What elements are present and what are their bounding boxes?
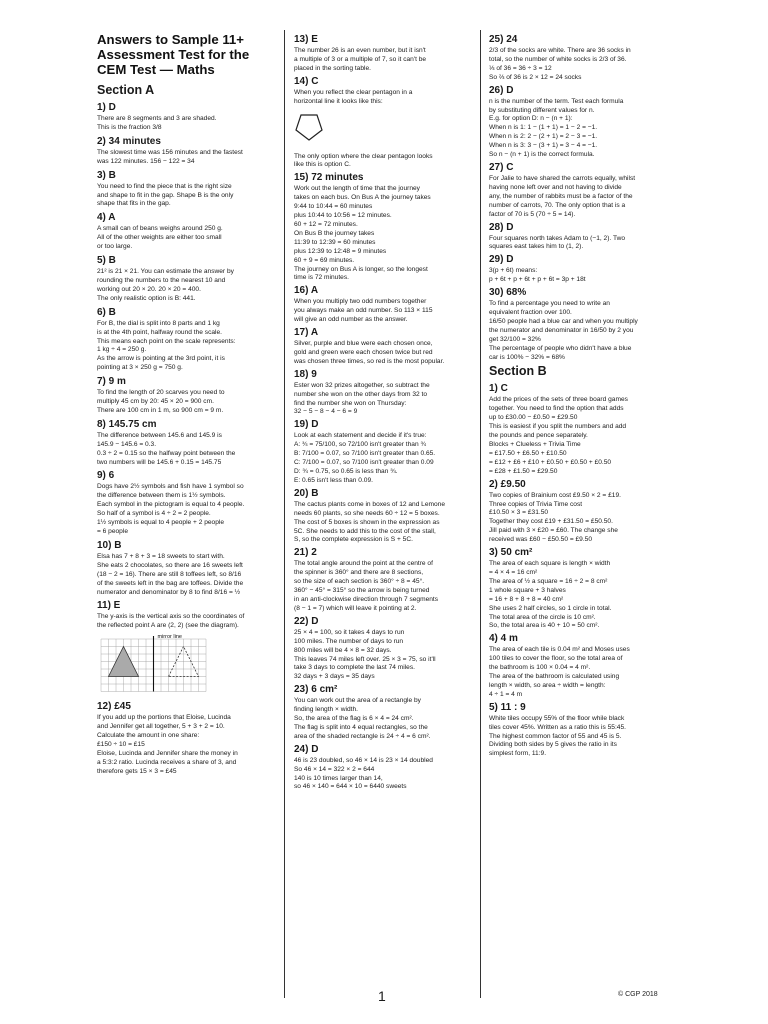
explanation-line: 60 + 12 = 72 minutes. <box>294 220 358 228</box>
explanation-line: To find a percentage you need to write an <box>489 300 610 308</box>
explanation-line: received was £60 − £50.50 = £9.50 <box>489 536 593 544</box>
explanation-line: The area of the bathroom is calculated using <box>489 673 620 681</box>
explanation-line: 100 miles. The number of days to run <box>294 637 404 645</box>
explanation-line: number of carrots, 70. The only option that is a <box>489 201 626 209</box>
explanation-line: the bathroom is 100 × 0.04 = 4 m². <box>489 664 591 672</box>
explanation-line: The y-axis is the vertical axis so the coordinates of <box>97 613 245 621</box>
explanation-line: £150 ÷ 10 = £15 <box>97 740 145 748</box>
explanation-line: So 46 × 14 = 322 × 2 = 644 <box>294 765 375 773</box>
explanation-text <box>97 225 276 252</box>
question-answer-heading: 14) C <box>294 75 319 87</box>
explanation-line: take 3 days to complete the last 74 miles. <box>294 664 415 672</box>
explanation-line: is at the 4th point, halfway round the scale. <box>97 328 222 336</box>
explanation-line: 2/3 of the socks are white. There are 36 socks in <box>489 47 631 54</box>
explanation-line: To find the length of 20 scarves you need to <box>97 389 225 397</box>
explanation-line: 140 is 10 times larger than 14, <box>294 774 383 782</box>
explanation-text <box>489 715 669 760</box>
question-answer-heading: 30) 68% <box>489 287 527 299</box>
section-heading: Section A <box>97 83 155 97</box>
explanation-line: 9:44 to 10:44 = 60 minutes <box>294 203 373 211</box>
explanation-text <box>489 560 669 631</box>
question-answer-heading: 2) 34 minutes <box>97 135 161 147</box>
explanation-text <box>294 298 472 325</box>
explanation-text <box>97 432 276 468</box>
question-answer-heading: 10) B <box>97 539 122 551</box>
explanation-line: 25 × 4 = 100, so it takes 4 days to run <box>294 628 405 636</box>
explanation-line: The flag is split into 4 equal rectangles, so the <box>294 723 428 731</box>
explanation-line: in an anti-clockwise direction through 7 segments <box>294 595 439 603</box>
explanation-line: The area of ½ a square = 16 ÷ 2 = 8 cm² <box>489 577 608 585</box>
explanation-line: This is the fraction 3/8 <box>97 123 162 131</box>
question-answer-heading: 28) D <box>489 221 514 233</box>
explanation-line: or too large. <box>97 243 133 251</box>
explanation-text <box>97 183 276 210</box>
explanation-line: Dogs have 2½ symbols and fish have 1 symbol so <box>97 483 244 491</box>
explanation-line: and Jennifer get all together, 5 + 3 + 2 = 10. <box>97 723 225 731</box>
explanation-line: So, the total area is 40 + 10 = 50 cm². <box>489 622 600 630</box>
pentagon-shape <box>296 115 322 140</box>
explanation-line: Four squares north takes Adam to (−1, 2). Two <box>489 234 626 242</box>
explanation-line: 100 tiles to cover the floor, so the total area of <box>489 655 623 663</box>
explanation-line: so 46 × 140 = 644 × 10 = 6440 sweets <box>294 783 407 791</box>
explanation-line: numerator and denominator by 8 to find 8/16 = ½ <box>97 588 241 596</box>
explanation-line: plus 12:39 to 12:48 = 9 minutes <box>294 247 387 255</box>
explanation-line: You can work out the area of a rectangle by <box>294 697 421 705</box>
explanation-text <box>294 629 472 682</box>
explanation-line: For B, the dial is split into 8 parts and 1 kg <box>97 319 220 327</box>
explanation-line: 145.9 − 145.6 = 0.3. <box>97 440 157 448</box>
explanation-line: So half of a symbol is 4 ÷ 2 = 2 people. <box>97 510 211 518</box>
explanation-line: C: 7/100 = 0.07, so 7/100 isn't greater than 0.09 <box>294 459 434 467</box>
explanation-line: finding length × width. <box>294 706 358 714</box>
question-answer-heading: 13) E <box>294 34 318 45</box>
explanation-line: The cactus plants come in boxes of 12 and Lemone <box>294 500 446 508</box>
explanation-line: The slowest time was 156 minutes and the fastest <box>97 148 243 156</box>
explanation-text <box>489 492 669 545</box>
question-answer-heading: 26) D <box>489 84 514 96</box>
explanation-line: = £12 + £6 + £10 + £0.50 + £0.50 + £0.50 <box>489 458 612 466</box>
column-3 <box>489 32 669 759</box>
explanation-line: This leaves 74 miles left over. 25 × 3 = 75, so it'll <box>294 655 436 663</box>
explanation-line: The area of each square is length × width <box>489 560 611 568</box>
explanation-line: White tiles occupy 55% of the floor while black <box>489 714 625 722</box>
explanation-line: S, so the complete expression is S + 5C. <box>294 536 413 544</box>
explanation-line: If you add up the portions that Eloise, Lucinda <box>97 714 231 722</box>
explanation-text <box>97 149 276 167</box>
question-answer-heading: 4) 4 m <box>489 633 518 645</box>
question-answer-heading: 8) 145.75 cm <box>97 418 157 430</box>
explanation-line: A small can of beans weighs around 250 g. <box>97 225 223 233</box>
explanation-text <box>294 697 472 742</box>
page-title <box>97 32 276 77</box>
explanation-line: two numbers will be 145.6 + 0.15 = 145.75 <box>97 458 222 466</box>
explanation-line: Work out the length of time that the journey <box>294 185 420 193</box>
explanation-line: placed in the sorting table. <box>294 64 371 72</box>
section-heading: Section B <box>489 364 547 379</box>
explanation-line: You need to find the piece that is the right size <box>97 182 232 190</box>
explanation-line: When n is 3: 3 − (3 + 1) = 3 − 4 = −1. <box>489 142 598 150</box>
explanation-text <box>97 320 276 373</box>
explanation-line: having none left over and not having to divide <box>489 183 622 191</box>
explanation-line: (8 − 1 = 7) which will leave it pointing at 2. <box>294 604 417 612</box>
explanation-line: Silver, purple and blue were each chosen once, <box>294 340 433 348</box>
question-answer-heading: 9) 6 <box>97 470 115 482</box>
explanation-line: squares east takes him to (1, 2). <box>489 243 584 251</box>
explanation-line: the pounds and pence separately. <box>489 432 588 440</box>
explanation-line: multiply 45 cm by 20: 45 × 20 = 900 cm. <box>97 398 214 406</box>
explanation-line: B: 7/100 = 0.07, so 7/100 isn't greater than 0.65. <box>294 450 436 458</box>
explanation-line: the reflected point A are (2, 2) (see the diagram). <box>97 622 239 630</box>
explanation-line: n is the number of the term. Test each formula <box>489 97 624 105</box>
explanation-line: Ester won 32 prizes altogether, so subtract the <box>294 381 430 389</box>
explanation-line: = 6 people <box>97 528 128 535</box>
explanation-line: D: ¾ = 0.75, so 0.65 is less than ¾. <box>294 468 398 475</box>
explanation-line: For Jalie to have shared the carrots equally, whilst <box>489 174 636 182</box>
explanation-line: All of the other weights are either too small <box>97 234 222 242</box>
explanation-line: When n is 2: 2 − (2 + 1) = 2 − 3 = −1. <box>489 133 598 141</box>
question-answer-heading: 5) B <box>97 255 116 267</box>
explanation-line: car is 100% − 32% = 68% <box>489 353 565 361</box>
question-answer-heading: 6) B <box>97 306 116 318</box>
question-answer-heading: 3) 50 cm² <box>489 547 533 559</box>
column-2 <box>294 32 472 792</box>
explanation-text <box>294 340 472 367</box>
question-answer-heading: 29) D <box>489 254 514 266</box>
explanation-text <box>489 47 669 83</box>
explanation-line: Jill paid with 3 × £20 = £60. The change she <box>489 527 618 535</box>
explanation-line: There are 100 cm in 1 m, so 900 cm = 9 m. <box>97 406 224 414</box>
explanation-line: The total angle around the point at the centre of <box>294 560 433 568</box>
question-answer-heading: 5) 11 : 9 <box>489 701 526 713</box>
mirror-line-label: mirror line <box>157 634 182 641</box>
explanation-text <box>294 185 472 283</box>
explanation-line: the difference between them is 1½ symbols. <box>97 492 226 500</box>
explanation-line: The highest common factor of 55 and 45 is 5. <box>489 732 622 740</box>
explanation-text <box>489 98 669 160</box>
question-answer-heading: 21) 2 <box>294 547 317 559</box>
explanation-line: takes on each bus. On Bus A the journey takes <box>294 194 431 202</box>
explanation-line: A: ¾ = 75/100, so 72/100 isn't greater than ¾ <box>294 441 426 449</box>
question-answer-heading: 17) A <box>294 327 319 339</box>
explanation-line: working out 20 × 20. 20 × 20 = 400. <box>97 285 201 293</box>
explanation-line: 5C. She needs to add this to the cost of the stall, <box>294 527 436 535</box>
question-answer-heading: 3) B <box>97 169 116 181</box>
explanation-line: 32 days + 3 days = 35 days <box>294 673 375 681</box>
explanation-line: = £28 + £1.50 = £29.50 <box>489 467 558 475</box>
explanation-line: equivalent fraction over 100. <box>489 309 572 317</box>
question-answer-heading: 27) C <box>489 161 514 173</box>
explanation-line: As the arrow is pointing at the 3rd point, it is <box>97 355 225 363</box>
explanation-line: This is easiest if you split the numbers and add <box>489 423 627 431</box>
title-line: Assessment Test for the <box>97 47 250 62</box>
explanation-text <box>294 382 472 418</box>
explanation-line: = 4 × 4 = 16 cm² <box>489 568 538 576</box>
explanation-line: This means each point on the scale represents: <box>97 337 236 345</box>
explanation-line: The percentage of people who didn't have a blue <box>489 344 632 352</box>
column-divider <box>480 30 481 998</box>
explanation-line: = 16 + 8 + 8 + 8 = 40 cm² <box>489 595 564 603</box>
reflected-pentagon-figure <box>294 112 472 147</box>
explanation-line: When you multiply two odd numbers together <box>294 298 427 306</box>
explanation-line: 11:39 to 12:39 = 60 minutes <box>294 238 376 246</box>
column-1 <box>97 32 276 777</box>
explanation-line: Calculate the amount in one share: <box>97 732 200 740</box>
explanation-text <box>97 613 276 631</box>
explanation-line: plus 10:44 to 10:56 = 12 minutes. <box>294 212 392 220</box>
question-answer-heading: 12) £45 <box>97 701 131 713</box>
explanation-line: Add the prices of the sets of three board games <box>489 396 628 404</box>
explanation-line: E.g. for option D: n − (n + 1): <box>489 115 573 123</box>
explanation-text <box>489 175 669 220</box>
explanation-line: Two copies of Brainium cost £9.50 × 2 = £19. <box>489 491 621 499</box>
explanation-line: any, the number of rabbits must be a factor of the <box>489 192 633 200</box>
explanation-line: £10.50 × 3 = £31.50 <box>489 509 549 517</box>
explanation-line: There are 8 segments and 3 are shaded. <box>97 115 217 122</box>
explanation-line: factor of 70 is 5 (70 ÷ 5 = 14). <box>489 210 576 218</box>
explanation-line: Look at each statement and decide if it's true: <box>294 432 427 440</box>
explanation-line: length × width, so area ÷ width = length: <box>489 681 606 689</box>
explanation-line: The only option where the clear pentagon looks <box>294 152 433 160</box>
explanation-line: The area of each tile is 0.04 m² and Moses uses <box>489 646 630 654</box>
explanation-line: 32 − 5 − 8 − 4 − 6 = 9 <box>294 408 358 416</box>
explanation-text <box>294 757 472 793</box>
explanation-text <box>489 300 669 362</box>
explanation-line: Eloise, Lucinda and Jennifer share the money in <box>97 749 238 757</box>
explanation-line: of the sweets left in the bag are toffees. Divide the <box>97 579 244 587</box>
explanation-line: shape that fits in the gap. <box>97 200 171 208</box>
explanation-line: simplest form, 11:9. <box>489 750 547 758</box>
explanation-line: time is 72 minutes. <box>294 274 349 282</box>
explanation-line: together. You need to find the option that adds <box>489 405 624 413</box>
explanation-line: 360° − 45° = 315° so the arrow is being turned <box>294 587 430 595</box>
explanation-line: find the number she won on Thursday: <box>294 399 407 407</box>
explanation-line: The number 26 is an even number, but it isn't <box>294 47 426 54</box>
explanation-line: So, the area of the flag is 6 × 4 = 24 cm². <box>294 715 414 723</box>
explanation-line: a multiple of 3 or a multiple of 7, so it can't be <box>294 55 427 63</box>
explanation-line: pointing at 3 × 250 g = 750 g. <box>97 364 183 372</box>
explanation-line: Dividing both sides by 5 gives the ratio in its <box>489 741 617 749</box>
question-answer-heading: 25) 24 <box>489 34 518 45</box>
explanation-line: the spinner is 360° and there are 8 sections, <box>294 569 424 577</box>
question-answer-heading: 24) D <box>294 743 319 755</box>
explanation-line: 3(p + 6t) means: <box>489 267 538 275</box>
explanation-line: 4 ÷ 1 = 4 m <box>489 690 523 698</box>
explanation-text <box>97 483 276 536</box>
explanation-line: The only realistic option is B: 441. <box>97 294 196 302</box>
question-answer-heading: 11) E <box>97 600 121 612</box>
question-answer-heading: 19) D <box>294 419 319 431</box>
question-answer-heading: 22) D <box>294 615 319 627</box>
explanation-line: get 32/100 = 32% <box>489 335 541 343</box>
question-answer-heading: 15) 72 minutes <box>294 172 364 184</box>
explanation-text <box>489 235 669 253</box>
explanation-line: a 5:3:2 ratio. Lucinda receives a share of 3, and <box>97 758 237 766</box>
explanation-line: 1 whole square + 3 halves <box>489 586 566 594</box>
explanation-line: and shape to fit in the gap. Shape B is the only <box>97 191 234 199</box>
explanation-line: the numerator and denominator in 16/50 by 2 you <box>489 326 634 334</box>
explanation-line: Elsa has 7 + 8 + 3 = 18 sweets to start with. <box>97 552 225 560</box>
question-answer-heading: 7) 9 m <box>97 376 126 388</box>
explanation-line: The total area of the circle is 10 cm². <box>489 613 596 621</box>
explanation-line: She uses 2 half circles, so 1 circle in total. <box>489 604 612 612</box>
explanation-line: tiles cover 45%. Written as a ratio this is 55:45. <box>489 723 626 731</box>
explanation-line: On Bus B the journey takes <box>294 229 375 237</box>
explanation-text <box>97 268 276 304</box>
explanation-line: like this is option C. <box>294 161 351 169</box>
explanation-line: therefore gets 15 × 3 = £45 <box>97 767 177 775</box>
copyright-notice: © CGP 2018 <box>618 991 658 998</box>
explanation-line: area of the shaded rectangle is 24 ÷ 4 = 6 cm². <box>294 732 431 740</box>
explanation-line: gold and green were each chosen twice but red <box>294 348 433 356</box>
explanation-line: 21² is 21 × 21. You can estimate the answer by <box>97 268 234 276</box>
explanation-text <box>294 153 472 171</box>
explanation-line: 1½ symbols is equal to 4 people + 2 people <box>97 519 225 527</box>
column-divider <box>284 30 285 998</box>
explanation-text <box>97 553 276 598</box>
question-answer-heading: 1) C <box>489 383 508 395</box>
title-line: Answers to Sample 11+ <box>97 32 244 47</box>
explanation-line: will give an odd number as the answer. <box>294 316 408 324</box>
explanation-line: rounding the numbers to the nearest 10 and <box>97 276 226 284</box>
explanation-text <box>294 47 472 74</box>
explanation-line: E: 0.65 isn't less than 0.09. <box>294 476 373 484</box>
title-line: CEM Test — Maths <box>97 62 215 77</box>
explanation-text <box>97 389 276 416</box>
explanation-line: needs 60 plants, so she needs 60 ÷ 12 = 5 boxes. <box>294 509 440 517</box>
explanation-line: The difference between 145.6 and 145.9 is <box>97 431 222 439</box>
explanation-line: She eats 2 chocolates, so there are 16 sweets left <box>97 561 243 569</box>
explanation-line: so the size of each section is 360° ÷ 8 = 45°. <box>294 578 425 586</box>
explanation-line: ⅓ of 36 = 36 ÷ 3 = 12 <box>489 64 552 72</box>
question-answer-heading: 16) A <box>294 285 319 297</box>
explanation-line: Together they cost £19 + £31.50 = £50.50. <box>489 518 613 526</box>
explanation-line: p + 6t + p + 6t + p + 6t = 3p + 18t <box>489 276 586 284</box>
explanation-text <box>97 714 276 776</box>
explanation-line: 16/50 people had a blue car and when you multiply <box>489 317 638 325</box>
explanation-line: by substituting different values for n. <box>489 106 595 114</box>
explanation-line: The cost of 5 boxes is shown in the expression as <box>294 518 440 526</box>
question-answer-heading: 23) 6 cm² <box>294 684 338 696</box>
explanation-text <box>489 646 669 699</box>
explanation-line: (18 − 2 = 16). There are still 8 toffees left, so 8/16 <box>97 570 242 578</box>
explanation-line: you always make an odd number. So 113 × 115 <box>294 307 433 315</box>
explanation-line: Three copies of Trivia Time cost <box>489 500 583 508</box>
explanation-line: was 122 minutes. 156 − 122 = 34 <box>97 157 195 165</box>
explanation-line: So ⅔ of 36 is 2 × 12 = 24 socks <box>489 73 582 81</box>
explanation-text <box>294 89 472 107</box>
explanation-text <box>294 432 472 485</box>
explanation-line: up to £30.00 − £0.50 = £29.50 <box>489 414 578 422</box>
explanation-line: total, so the number of white socks is 2/3 of 36. <box>489 55 627 63</box>
question-answer-heading: 1) D <box>97 102 116 113</box>
explanation-line: horizontal line it looks like this: <box>294 97 383 105</box>
reflection-grid-diagram <box>97 633 276 698</box>
explanation-text <box>97 115 276 133</box>
explanation-line: 60 + 9 = 69 minutes. <box>294 256 355 264</box>
explanation-text <box>489 396 669 476</box>
question-answer-heading: 4) A <box>97 212 116 224</box>
explanation-line: The journey on Bus A is longer, so the longest <box>294 265 428 273</box>
explanation-line: number she won on the other days from 32 to <box>294 390 428 398</box>
explanation-text <box>489 267 669 285</box>
explanation-line: = £17.50 + £6.50 + £10.50 <box>489 449 567 457</box>
explanation-text <box>294 501 472 546</box>
explanation-line: When you reflect the clear pentagon in a <box>294 88 413 96</box>
explanation-line: 0.3 ÷ 2 = 0.15 so the halfway point between the <box>97 449 236 457</box>
explanation-line: Each symbol in the pictogram is equal to 4 people. <box>97 501 245 509</box>
explanation-line: 46 is 23 doubled, so 46 × 14 is 23 × 14 doubled <box>294 756 433 764</box>
explanation-line: So n − (n + 1) is the correct formula. <box>489 151 595 159</box>
explanation-line: 1 kg ÷ 4 = 250 g. <box>97 346 147 354</box>
explanation-line: Blocks + Clueless + Trivia Time <box>489 441 581 448</box>
page-number: 1 <box>378 988 386 1004</box>
explanation-text <box>294 560 472 613</box>
question-answer-heading: 20) B <box>294 487 319 499</box>
explanation-line: When n is 1: 1 − (1 + 1) = 1 − 2 = −1. <box>489 124 598 132</box>
question-answer-heading: 18) 9 <box>294 368 317 380</box>
explanation-line: was chosen three times, so red is the most popular. <box>294 357 445 365</box>
explanation-line: 800 miles will be 4 × 8 = 32 days. <box>294 646 392 654</box>
question-answer-heading: 2) £9.50 <box>489 478 526 490</box>
